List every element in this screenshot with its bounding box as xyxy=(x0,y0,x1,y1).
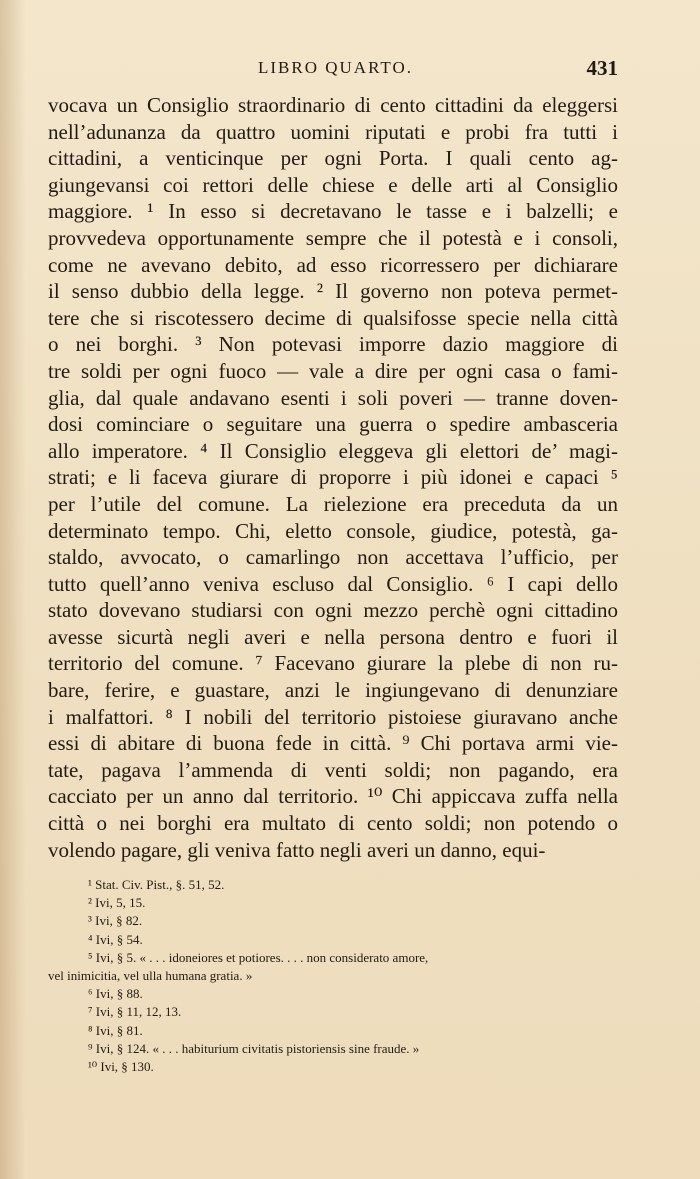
body-line: essi di abitare di buona fede in città. ⁹ Chi portava armi vie- xyxy=(48,731,618,756)
body-line: dosi cominciare o seguitare una guerra o spedire ambasceria xyxy=(48,412,618,437)
running-title: LIBRO QUARTO. xyxy=(258,58,414,77)
body-line: tere che si riscotessero decime di qualsifosse specie nella città xyxy=(48,305,618,330)
page-number: 431 xyxy=(586,56,618,80)
body-text xyxy=(48,92,618,863)
body-line: avesse sicurtà negli averi e nella persona dentro e fuori il xyxy=(48,624,618,649)
body-line: o nei borghi. ³ Non potevasi imporre dazio maggiore di xyxy=(48,332,618,357)
footnote: ⁷ Ivi, § 11, 12, 13. xyxy=(88,1004,182,1020)
body-line: bare, ferire, e guastare, anzi le ingiungevano di denunziare xyxy=(48,678,618,703)
body-line: maggiore. ¹ In esso si decretavano le tasse e i balzelli; e xyxy=(48,199,618,224)
body-line: provvedeva opportunamente sempre che il potestà e i consoli, xyxy=(48,225,618,250)
body-line: per l’utile del comune. La rielezione era preceduta da un xyxy=(48,491,618,516)
footnote-continuation: vel inimicitia, vel ulla humana gratia. » xyxy=(48,967,253,983)
running-head xyxy=(0,58,700,82)
footnote: ² Ivi, 5, 15. xyxy=(88,895,146,911)
footnote: ¹ Stat. Civ. Pist., §. 51, 52. xyxy=(88,877,225,892)
footnote: ⁵ Ivi, § 5. « . . . idoneiores et potiores. . . . non considerato amore, xyxy=(88,949,429,965)
body-line: come ne avevano debito, ad esso ricorressero per dichiarare xyxy=(48,252,618,277)
body-line: cittadini, a venticinque per ogni Porta. I quali cento ag- xyxy=(48,146,618,171)
footnote: ¹⁰ Ivi, § 130. xyxy=(88,1058,154,1074)
body-line: staldo, avvocato, o camarlingo non accettava l’ufficio, per xyxy=(48,545,618,570)
body-line: vocava un Consiglio straordinario di cento cittadini da eleggersi xyxy=(48,93,618,117)
body-line: strati; e li faceva giurare di proporre i più idonei e capaci ⁵ xyxy=(48,465,618,490)
body-line: glia, dal quale andavano esenti i soli poveri — tranne doven- xyxy=(48,385,618,410)
body-line: città o nei borghi era multato di cento soldi; non potendo o xyxy=(48,811,618,836)
body-line: allo imperatore. ⁴ Il Consiglio eleggeva gli elettori de’ magi- xyxy=(48,438,618,463)
footnote: ⁸ Ivi, § 81. xyxy=(88,1022,143,1038)
body-line: giungevansi coi rettori delle chiese e delle arti al Consiglio xyxy=(48,172,618,197)
body-line: determinato tempo. Chi, eletto console, giudice, potestà, ga- xyxy=(48,518,618,543)
body-line: cacciato per un anno dal territorio. ¹⁰ Chi appiccava zuffa nella xyxy=(48,784,618,809)
body-line: i malfattori. ⁸ I nobili del territorio pistoiese giuravano anche xyxy=(48,704,618,729)
footnote: ⁹ Ivi, § 124. « . . . habiturium civitatis pistoriensis sine fraude. » xyxy=(88,1040,420,1056)
body-line: il senso dubbio della legge. ² Il governo non poteva permet- xyxy=(48,279,618,304)
footnote: ⁴ Ivi, § 54. xyxy=(88,931,143,947)
body-line: territorio del comune. ⁷ Facevano giurare la plebe di non ru- xyxy=(48,651,618,676)
body-line: tre soldi per ogni fuoco — vale a dire per ogni casa o fami- xyxy=(48,358,618,383)
footnote: ³ Ivi, § 82. xyxy=(88,913,143,929)
footnotes xyxy=(48,876,618,1076)
body-line: volendo pagare, gli veniva fatto negli averi un danno, equi- xyxy=(48,837,546,862)
body-line: tutto quell’anno veniva escluso dal Consiglio. ⁶ I capi dello xyxy=(48,571,618,596)
footnote: ⁶ Ivi, § 88. xyxy=(88,986,143,1002)
body-line: stato dovevano studiarsi con ogni mezzo perchè ogni cittadino xyxy=(48,598,618,623)
body-line: nell’adunanza da quattro uomini riputati e probi fra tutti i xyxy=(48,119,618,144)
body-line: tate, pagava l’ammenda di venti soldi; non pagando, era xyxy=(48,757,618,782)
